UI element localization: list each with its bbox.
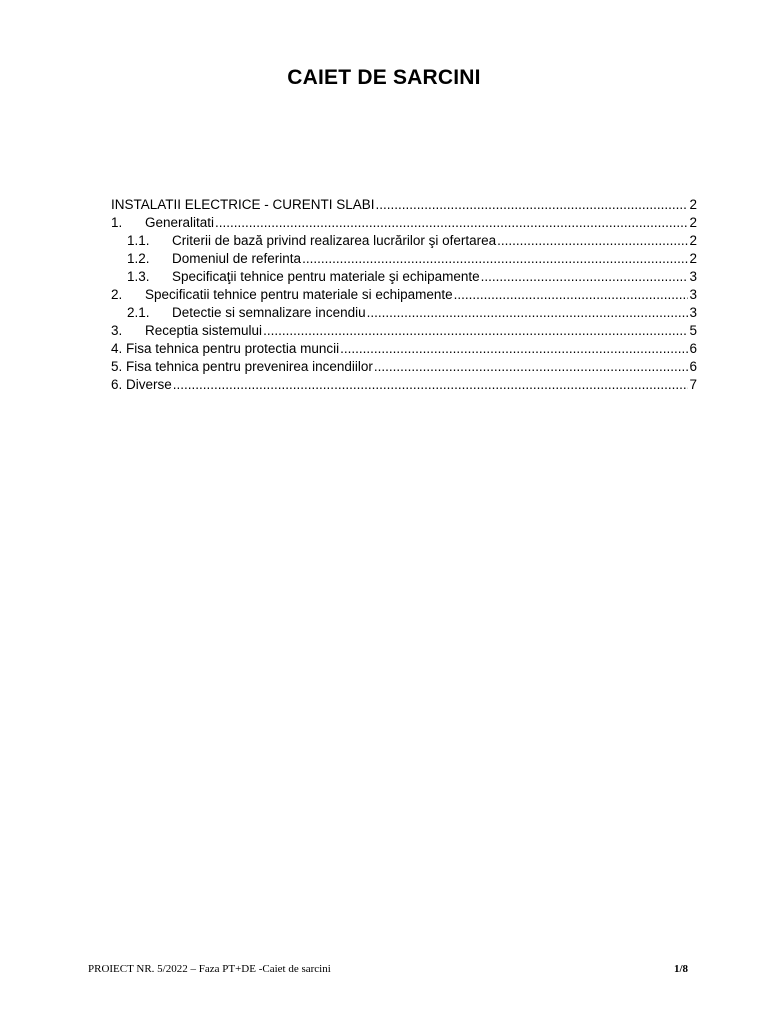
toc-dot-leader xyxy=(340,340,688,358)
toc-entry[interactable] xyxy=(111,232,697,250)
toc-entry-page: 3 xyxy=(689,269,697,284)
toc-entry-text: 6. Diverse xyxy=(111,377,172,392)
toc-entry[interactable] xyxy=(111,196,697,214)
toc-entry-page: 6 xyxy=(689,359,697,374)
toc-entry-number: 1.2. xyxy=(127,251,150,266)
toc-entry-text: Specificatii tehnice pentru materiale si echipamente xyxy=(145,287,453,302)
toc-dot-leader xyxy=(376,196,689,214)
toc-entry-page: 6 xyxy=(689,341,697,356)
toc-entry[interactable] xyxy=(111,376,697,394)
toc-entry-page: 7 xyxy=(689,377,697,392)
toc-entry-number: 2. xyxy=(111,287,123,302)
toc-entry-text: Generalitati xyxy=(145,215,215,230)
toc-entry[interactable] xyxy=(111,322,697,340)
toc-dot-leader xyxy=(367,304,689,322)
toc-entry[interactable] xyxy=(111,268,697,286)
toc-entry-number: 1.3. xyxy=(127,269,150,284)
toc-dot-leader xyxy=(497,232,688,250)
document-title: CAIET DE SARCINI xyxy=(287,66,481,89)
toc-entry[interactable] xyxy=(111,340,697,358)
toc-entry-page: 5 xyxy=(689,323,697,338)
toc-entry-page: 2 xyxy=(689,233,697,248)
toc-entry-page: 2 xyxy=(689,215,697,230)
toc-dot-leader xyxy=(263,322,688,340)
footer-project-text: PROIECT NR. 5/2022 – Faza PT+DE -Caiet de sarcini xyxy=(88,963,331,975)
toc-entry-text: Criterii de bază privind realizarea lucrărilor şi ofertarea xyxy=(172,233,497,248)
toc-entry-number: 3. xyxy=(111,323,123,338)
toc-entry-page: 2 xyxy=(689,251,697,266)
toc-entry-number: 1. xyxy=(111,215,123,230)
toc-entry[interactable] xyxy=(111,286,697,304)
toc-entry-text: 4. Fisa tehnica pentru protectia muncii xyxy=(111,341,340,356)
toc-entry-number: 2.1. xyxy=(127,305,150,320)
footer-page-indicator: 1/8 xyxy=(673,963,688,975)
toc-entry[interactable] xyxy=(111,304,697,322)
toc-dot-leader xyxy=(454,286,689,304)
toc-entry[interactable] xyxy=(111,358,697,376)
toc-entry-text: Specificaţii tehnice pentru materiale şi echipamente xyxy=(172,269,480,284)
table-of-contents xyxy=(111,196,697,394)
toc-entry-page: 2 xyxy=(689,197,697,212)
toc-dot-leader xyxy=(481,268,689,286)
toc-entry-number: 1.1. xyxy=(127,233,150,248)
toc-entry-page: 3 xyxy=(689,287,697,302)
toc-entry-text: 5. Fisa tehnica pentru prevenirea incendiilor xyxy=(111,359,373,374)
toc-dot-leader xyxy=(302,250,688,268)
page-footer xyxy=(88,963,688,975)
toc-entry[interactable] xyxy=(111,214,697,232)
toc-dot-leader xyxy=(215,214,688,232)
toc-entry-text: Domeniul de referinta xyxy=(172,251,302,266)
toc-entry-text: Receptia sistemului xyxy=(145,323,263,338)
toc-entry-page: 3 xyxy=(689,305,697,320)
toc-dot-leader xyxy=(374,358,689,376)
toc-entry-text: INSTALATII ELECTRICE - CURENTI SLABI xyxy=(111,197,375,212)
toc-dot-leader xyxy=(173,376,689,394)
toc-entry-text: Detectie si semnalizare incendiu xyxy=(172,305,366,320)
toc-entry[interactable] xyxy=(111,250,697,268)
